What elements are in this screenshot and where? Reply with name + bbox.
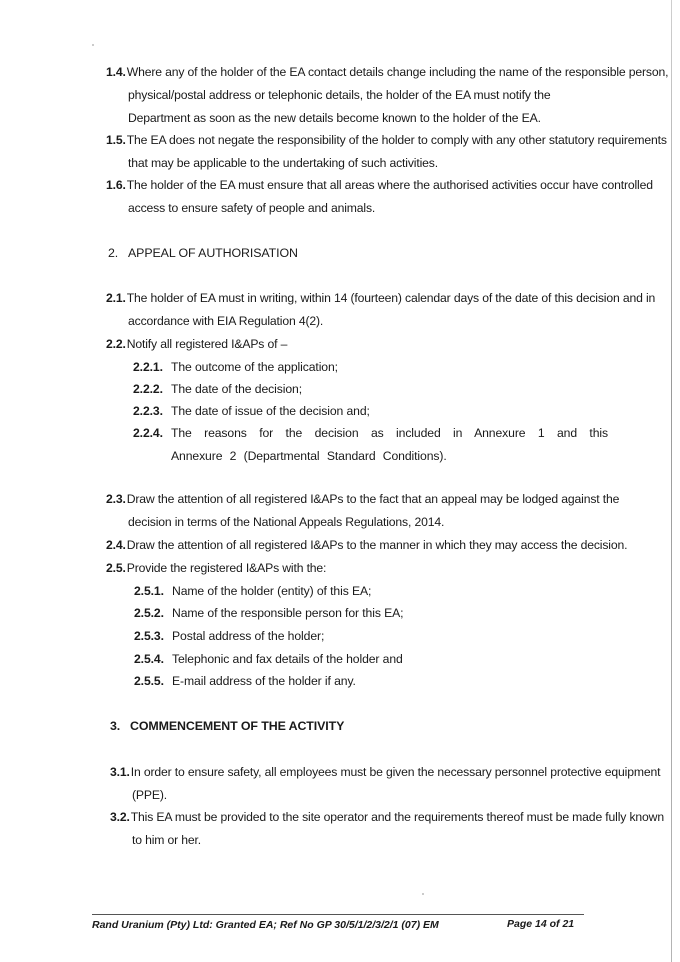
clause-number: 3.2. bbox=[110, 810, 130, 824]
clause-text-rest: to him or her. bbox=[132, 833, 202, 847]
clause-1-5 bbox=[106, 129, 667, 175]
clause-number: 2.2. bbox=[106, 337, 126, 351]
clause-text: Provide the registered I&APs with the: bbox=[126, 561, 327, 575]
clause-text: Draw the attention of all registered I&APs to the manner in which they may access the decision. bbox=[126, 538, 628, 552]
footer-page-number: Page 14 of 21 bbox=[507, 918, 575, 930]
clause-3-1 bbox=[110, 761, 661, 807]
subclause-text: E-mail address of the holder if any. bbox=[172, 674, 356, 688]
clause-number: 2.1. bbox=[106, 291, 126, 305]
subclause-2-5-1 bbox=[134, 580, 609, 603]
clause-number: 2.4. bbox=[106, 538, 126, 552]
subclause-2-5-3 bbox=[134, 625, 609, 648]
clause-text-line1: The EA does not negate the responsibility of the holder to comply with any other statutory requirements bbox=[126, 133, 667, 147]
clause-text-rest: that may be applicable to the undertaking of such activities. bbox=[128, 156, 438, 170]
subclause-2-5-5 bbox=[134, 670, 609, 693]
subclause-number: 2.2.1. bbox=[133, 360, 163, 374]
clause-2-2 bbox=[106, 333, 606, 356]
clause-number: 2.3. bbox=[106, 492, 126, 506]
clause-number: 1.4. bbox=[106, 65, 126, 79]
section-2-heading bbox=[108, 243, 298, 263]
clause-text-line1: In order to ensure safety, all employees must be given the necessary personnel protective equipment bbox=[130, 765, 661, 779]
clause-text-rest: physical/postal address or telephonic details, the holder of the EA must notify the Department as soon as the new details become known to the holder of the EA. bbox=[128, 88, 551, 125]
subclause-number: 2.2.4. bbox=[133, 426, 163, 440]
clause-number: 1.5. bbox=[106, 133, 126, 147]
subclause-text: Name of the responsible person for this EA; bbox=[172, 606, 404, 620]
clause-text-rest: accordance with EIA Regulation 4(2). bbox=[128, 314, 324, 328]
section-number: 3. bbox=[110, 719, 121, 733]
clause-1-4 bbox=[106, 61, 669, 130]
section-title: COMMENCEMENT OF THE ACTIVITY bbox=[130, 719, 345, 733]
clause-2-4 bbox=[106, 534, 628, 557]
subclause-text: Telephonic and fax details of the holder and bbox=[172, 652, 403, 666]
clause-text-rest: decision in terms of the National Appeals Regulations, 2014. bbox=[128, 515, 445, 529]
scan-speck bbox=[92, 44, 94, 46]
section-number: 2. bbox=[108, 246, 119, 260]
subclause-2-2-4 bbox=[133, 422, 608, 468]
subclause-text: Postal address of the holder; bbox=[172, 629, 325, 643]
subclause-number: 2.5.4. bbox=[134, 652, 164, 666]
clause-text: Notify all registered I&APs of – bbox=[126, 337, 288, 351]
clause-2-5 bbox=[106, 557, 606, 580]
clause-text-line1: The holder of the EA must ensure that all areas where the authorised activities occur have controlled bbox=[126, 178, 653, 192]
subclause-text: The date of issue of the decision and; bbox=[171, 404, 370, 418]
scan-edge-line bbox=[671, 0, 672, 962]
footer-reference: Rand Uranium (Pty) Ltd: Granted EA; Ref No GP 30/5/1/2/3/2/1 (07) EM bbox=[92, 919, 439, 931]
subclause-number: 2.5.2. bbox=[134, 606, 164, 620]
footer-rule bbox=[92, 914, 584, 915]
clause-2-3 bbox=[106, 488, 620, 534]
section-title: APPEAL OF AUTHORISATION bbox=[128, 246, 298, 260]
subclause-2-2-3 bbox=[133, 400, 608, 423]
subclause-text: The reasons for the decision as included in Annexure 1 and this Annexure 2 (Departmental Standard Conditions). bbox=[171, 426, 608, 463]
clause-number: 3.1. bbox=[110, 765, 130, 779]
clause-1-6 bbox=[106, 174, 653, 220]
clause-text-line1: Draw the attention of all registered I&APs to the fact that an appeal may be lodged against the bbox=[126, 492, 620, 506]
subclause-2-2-2 bbox=[133, 378, 608, 401]
clause-number: 1.6. bbox=[106, 178, 126, 192]
subclause-2-5-4 bbox=[134, 648, 609, 671]
section-3-heading bbox=[110, 716, 344, 736]
subclause-number: 2.5.1. bbox=[134, 584, 164, 598]
subclause-text: The outcome of the application; bbox=[171, 360, 338, 374]
clause-text-line1: Where any of the holder of the EA contact details change including the name of the responsible person, bbox=[126, 65, 669, 79]
clause-3-2 bbox=[110, 806, 664, 852]
clause-text-line1: This EA must be provided to the site operator and the requirements thereof must be made fully known bbox=[130, 810, 664, 824]
clause-2-1 bbox=[106, 287, 656, 333]
subclause-number: 2.5.5. bbox=[134, 674, 164, 688]
subclause-text: Name of the holder (entity) of this EA; bbox=[172, 584, 372, 598]
clause-text-rest: (PPE). bbox=[132, 788, 167, 802]
subclause-number: 2.2.2. bbox=[133, 382, 163, 396]
clause-text-line1: The holder of EA must in writing, within 14 (fourteen) calendar days of the date of this decision and in bbox=[126, 291, 656, 305]
subclause-number: 2.2.3. bbox=[133, 404, 163, 418]
subclause-text: The date of the decision; bbox=[171, 382, 302, 396]
subclause-2-5-2 bbox=[134, 602, 609, 625]
subclause-2-2-1 bbox=[133, 356, 608, 379]
scan-speck bbox=[422, 893, 424, 895]
clause-text-rest: access to ensure safety of people and animals. bbox=[128, 201, 376, 215]
subclause-number: 2.5.3. bbox=[134, 629, 164, 643]
clause-number: 2.5. bbox=[106, 561, 126, 575]
